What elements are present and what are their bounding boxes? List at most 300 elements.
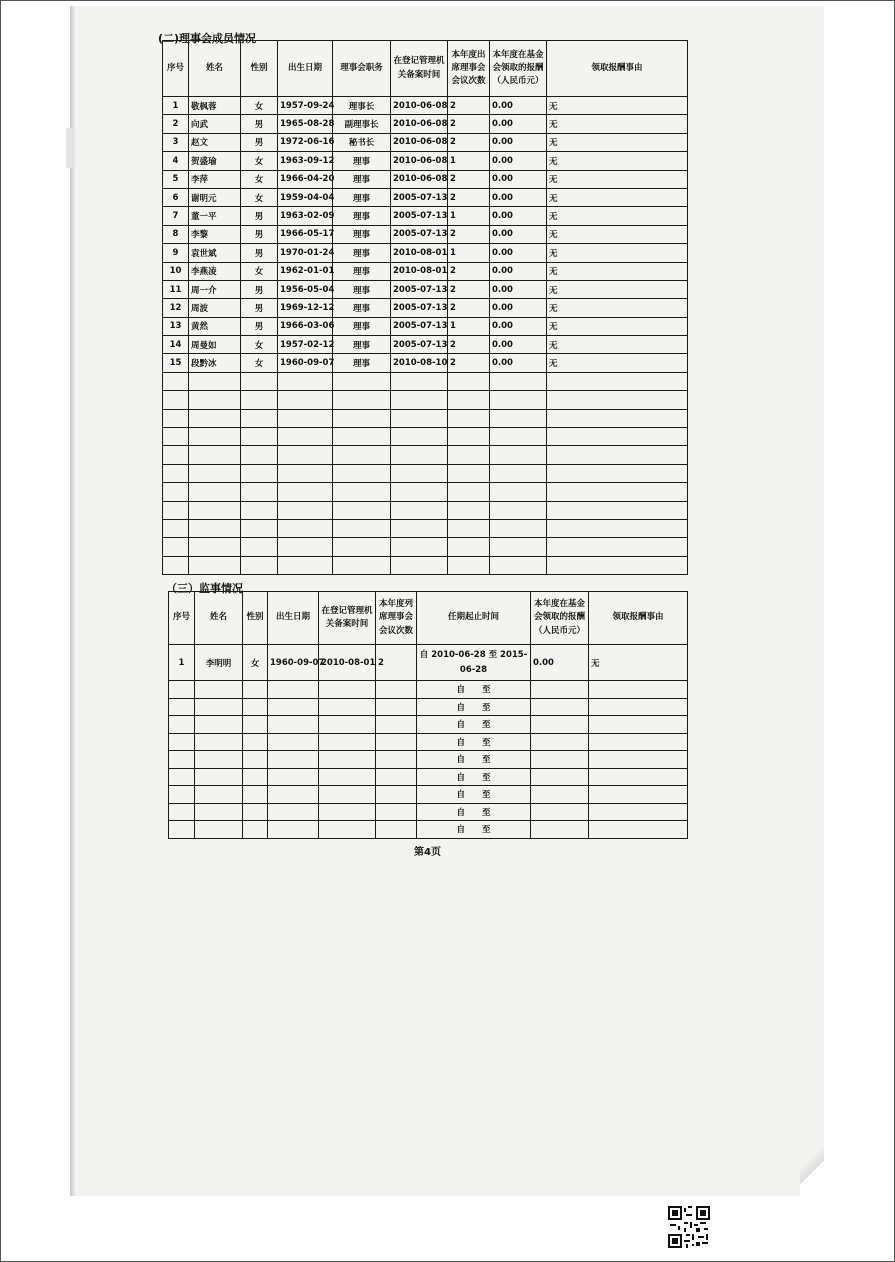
empty-cell [547, 391, 688, 409]
empty-cell [195, 698, 243, 716]
table-cell: 2010-06-08 [391, 170, 448, 188]
table-cell: 1960-09-07 [268, 645, 319, 681]
table-cell: 理事长 [333, 97, 391, 115]
empty-cell [243, 733, 268, 751]
table-cell: 0.00 [490, 317, 547, 335]
header-cell: 理事会职务 [333, 41, 391, 97]
empty-cell [531, 751, 589, 769]
empty-cell [241, 538, 278, 556]
table-cell: 2 [448, 225, 490, 243]
table-cell: 9 [163, 244, 189, 262]
board-table-body [163, 97, 688, 575]
empty-cell [376, 751, 417, 769]
empty-cell [169, 786, 195, 804]
table-cell: 无 [547, 152, 688, 170]
table-cell: 无 [547, 299, 688, 317]
supervisor-section-title: （三）监事情况 [166, 582, 243, 595]
table-cell: 2005-07-13 [391, 336, 448, 354]
table-cell: 2 [448, 262, 490, 280]
table-cell: 2 [448, 280, 490, 298]
empty-cell [169, 698, 195, 716]
empty-cell [391, 483, 448, 501]
table-cell: 1962-01-01 [278, 262, 333, 280]
empty-cell [448, 372, 490, 390]
header-cell: 出生日期 [278, 41, 333, 97]
header-cell: 姓名 [189, 41, 241, 97]
table-cell: 0.00 [490, 225, 547, 243]
empty-row [169, 786, 688, 804]
empty-cell [268, 698, 319, 716]
table-cell: 女 [243, 645, 268, 681]
empty-cell [589, 698, 688, 716]
table-cell: 0.00 [490, 299, 547, 317]
table-cell: 董一平 [189, 207, 241, 225]
table-cell: 女 [241, 152, 278, 170]
table-cell: 段黔冰 [189, 354, 241, 372]
table-row [163, 115, 688, 133]
table-cell: 1966-03-06 [278, 317, 333, 335]
table-cell: 理事 [333, 354, 391, 372]
term-placeholder: 自 至 [417, 751, 531, 769]
empty-cell [163, 519, 189, 537]
empty-cell [195, 716, 243, 734]
empty-cell [241, 464, 278, 482]
empty-cell [391, 446, 448, 464]
table-cell: 2010-06-08 [391, 133, 448, 151]
table-cell: 贺盛瑜 [189, 152, 241, 170]
empty-cell [189, 519, 241, 537]
table-cell: 3 [163, 133, 189, 151]
term-line: 自 2010-06-28 至 2015- [419, 650, 528, 661]
empty-cell [547, 519, 688, 537]
empty-cell [163, 428, 189, 446]
empty-cell [547, 428, 688, 446]
empty-cell [391, 409, 448, 427]
empty-cell [278, 519, 333, 537]
empty-cell [391, 556, 448, 574]
table-cell: 无 [547, 244, 688, 262]
empty-cell [195, 681, 243, 699]
empty-cell [195, 733, 243, 751]
table-cell: 2 [448, 299, 490, 317]
empty-cell [195, 803, 243, 821]
table-cell: 理事 [333, 207, 391, 225]
table-cell: 1 [448, 244, 490, 262]
table-cell: 无 [547, 262, 688, 280]
table-cell: 女 [241, 262, 278, 280]
table-row [163, 280, 688, 298]
empty-row [163, 391, 688, 409]
table-cell: 11 [163, 280, 189, 298]
empty-cell [243, 716, 268, 734]
empty-cell [333, 446, 391, 464]
empty-cell [278, 446, 333, 464]
empty-cell [278, 409, 333, 427]
table-cell: 无 [547, 317, 688, 335]
board-members-table [162, 40, 688, 575]
empty-cell [376, 786, 417, 804]
table-cell: 周曼如 [189, 336, 241, 354]
empty-cell [333, 483, 391, 501]
table-cell: 男 [241, 299, 278, 317]
table-cell: 理事 [333, 225, 391, 243]
table-cell: 2005-07-13 [391, 317, 448, 335]
empty-cell [333, 556, 391, 574]
empty-cell [278, 391, 333, 409]
empty-cell [490, 446, 547, 464]
empty-cell [333, 464, 391, 482]
empty-cell [319, 733, 376, 751]
table-cell: 4 [163, 152, 189, 170]
table-cell: 副理事长 [333, 115, 391, 133]
table-row [163, 244, 688, 262]
table-cell: 理事 [333, 262, 391, 280]
empty-row [169, 681, 688, 699]
table-cell: 0.00 [490, 152, 547, 170]
empty-cell [163, 538, 189, 556]
table-cell: 女 [241, 97, 278, 115]
empty-cell [189, 372, 241, 390]
empty-cell [189, 501, 241, 519]
table-cell: 1963-02-09 [278, 207, 333, 225]
table-cell: 李燕凌 [189, 262, 241, 280]
empty-cell [376, 681, 417, 699]
table-cell: 1 [448, 152, 490, 170]
empty-cell [169, 751, 195, 769]
empty-cell [391, 464, 448, 482]
empty-cell [319, 786, 376, 804]
empty-row [169, 751, 688, 769]
table-cell: 0.00 [490, 97, 547, 115]
empty-cell [391, 519, 448, 537]
table-cell: 李明明 [195, 645, 243, 681]
empty-cell [547, 372, 688, 390]
table-cell: 谢明元 [189, 188, 241, 206]
table-cell: 7 [163, 207, 189, 225]
empty-row [163, 372, 688, 390]
table-cell: 向武 [189, 115, 241, 133]
empty-cell [319, 681, 376, 699]
empty-cell [531, 768, 589, 786]
empty-row [169, 716, 688, 734]
empty-row [163, 409, 688, 427]
table-cell: 1 [163, 97, 189, 115]
table-cell: 2 [448, 97, 490, 115]
empty-cell [448, 519, 490, 537]
table-cell: 无 [547, 207, 688, 225]
header-cell: 任期起止时间 [417, 592, 531, 645]
table-cell: 2010-08-01 [391, 262, 448, 280]
table-cell: 1966-04-20 [278, 170, 333, 188]
empty-cell [448, 391, 490, 409]
table-cell: 男 [241, 207, 278, 225]
term-placeholder: 自 至 [417, 803, 531, 821]
empty-cell [376, 821, 417, 839]
empty-cell [589, 768, 688, 786]
empty-cell [189, 428, 241, 446]
empty-cell [241, 556, 278, 574]
empty-cell [243, 751, 268, 769]
empty-cell [189, 556, 241, 574]
table-row [163, 152, 688, 170]
empty-cell [189, 391, 241, 409]
table-cell: 0.00 [490, 280, 547, 298]
empty-cell [243, 768, 268, 786]
table-row [163, 170, 688, 188]
table-cell: 袁世斌 [189, 244, 241, 262]
empty-cell [268, 803, 319, 821]
empty-cell [448, 556, 490, 574]
table-cell: 无 [547, 280, 688, 298]
table-cell: 0.00 [531, 645, 589, 681]
empty-cell [448, 428, 490, 446]
empty-cell [169, 768, 195, 786]
table-row [169, 645, 688, 681]
empty-cell [243, 821, 268, 839]
empty-cell [531, 698, 589, 716]
empty-cell [278, 428, 333, 446]
empty-cell [391, 372, 448, 390]
table-cell: 2010-08-01 [391, 244, 448, 262]
table-cell: 6 [163, 188, 189, 206]
empty-cell [189, 538, 241, 556]
header-cell: 姓名 [195, 592, 243, 645]
term-placeholder: 自 至 [417, 786, 531, 804]
empty-row [163, 538, 688, 556]
empty-cell [589, 681, 688, 699]
scan-edge-mark [66, 128, 74, 168]
empty-cell [278, 538, 333, 556]
empty-cell [163, 372, 189, 390]
header-cell: 序号 [163, 41, 189, 97]
empty-cell [547, 446, 688, 464]
empty-cell [163, 446, 189, 464]
term-placeholder: 自 至 [417, 716, 531, 734]
board-section-title: (二)理事会成员情况 [158, 32, 257, 45]
table-cell: 无 [547, 170, 688, 188]
term-placeholder: 自 至 [417, 733, 531, 751]
scan-corner [800, 1130, 824, 1196]
table-cell: 0.00 [490, 115, 547, 133]
empty-cell [376, 716, 417, 734]
table-cell: 1 [169, 645, 195, 681]
empty-cell [163, 464, 189, 482]
empty-cell [189, 464, 241, 482]
empty-cell [241, 391, 278, 409]
empty-cell [531, 681, 589, 699]
empty-cell [319, 751, 376, 769]
empty-cell [490, 538, 547, 556]
empty-row [169, 768, 688, 786]
table-cell: 1 [448, 207, 490, 225]
table-cell: 男 [241, 115, 278, 133]
empty-cell [490, 483, 547, 501]
empty-cell [490, 372, 547, 390]
table-cell: 男 [241, 244, 278, 262]
table-cell: 黄然 [189, 317, 241, 335]
table-cell: 14 [163, 336, 189, 354]
table-cell: 12 [163, 299, 189, 317]
empty-cell [163, 391, 189, 409]
table-cell: 2 [448, 354, 490, 372]
scan-shadow [70, 6, 76, 1196]
empty-cell [169, 821, 195, 839]
table-cell: 理事 [333, 170, 391, 188]
empty-cell [189, 483, 241, 501]
empty-cell [163, 409, 189, 427]
header-cell: 本年度出席理事会会议次数 [448, 41, 490, 97]
empty-cell [589, 751, 688, 769]
board-header-row [163, 41, 688, 97]
table-cell: 0.00 [490, 207, 547, 225]
empty-cell [531, 716, 589, 734]
empty-cell [376, 803, 417, 821]
empty-row [163, 483, 688, 501]
empty-cell [376, 768, 417, 786]
table-row [163, 317, 688, 335]
table-cell: 2005-07-13 [391, 299, 448, 317]
empty-cell [490, 428, 547, 446]
empty-cell [391, 391, 448, 409]
empty-cell [189, 409, 241, 427]
table-cell: 秘书长 [333, 133, 391, 151]
empty-cell [376, 698, 417, 716]
table-cell: 1959-04-04 [278, 188, 333, 206]
table-cell: 10 [163, 262, 189, 280]
table-cell: 1957-09-24 [278, 97, 333, 115]
empty-row [163, 556, 688, 574]
empty-cell [448, 409, 490, 427]
empty-cell [531, 821, 589, 839]
empty-cell [195, 786, 243, 804]
table-cell: 2 [448, 336, 490, 354]
table-cell: 1969-12-12 [278, 299, 333, 317]
table-cell: 0.00 [490, 354, 547, 372]
empty-cell [169, 716, 195, 734]
empty-cell [589, 716, 688, 734]
table-cell: 0.00 [490, 133, 547, 151]
empty-cell [490, 409, 547, 427]
empty-cell [195, 821, 243, 839]
empty-cell [531, 803, 589, 821]
header-cell: 领取报酬事由 [547, 41, 688, 97]
table-cell: 2010-06-08 [391, 152, 448, 170]
empty-cell [169, 803, 195, 821]
table-cell: 无 [547, 188, 688, 206]
empty-cell [333, 538, 391, 556]
qr-code-icon [668, 1206, 710, 1248]
page-number: 第4页 [414, 847, 441, 858]
header-cell: 在登记管理机关备案时间 [319, 592, 376, 645]
empty-cell [391, 501, 448, 519]
empty-cell [333, 409, 391, 427]
empty-cell [319, 698, 376, 716]
table-cell: 2005-07-13 [391, 225, 448, 243]
empty-cell [278, 372, 333, 390]
empty-cell [547, 538, 688, 556]
empty-cell [243, 803, 268, 821]
table-cell: 2 [448, 170, 490, 188]
table-cell: 理事 [333, 152, 391, 170]
empty-cell [189, 446, 241, 464]
empty-row [169, 803, 688, 821]
table-cell: 男 [241, 280, 278, 298]
table-cell: 赵文 [189, 133, 241, 151]
empty-cell [278, 464, 333, 482]
empty-cell [195, 768, 243, 786]
supervisor-table [168, 591, 688, 839]
empty-cell [163, 483, 189, 501]
empty-cell [547, 556, 688, 574]
empty-cell [319, 821, 376, 839]
empty-cell [268, 821, 319, 839]
header-cell: 本年度在基金会领取的报酬（人民币元） [531, 592, 589, 645]
table-cell: 女 [241, 354, 278, 372]
table-cell: 女 [241, 170, 278, 188]
empty-cell [589, 821, 688, 839]
empty-cell [531, 786, 589, 804]
table-cell: 周波 [189, 299, 241, 317]
empty-row [163, 428, 688, 446]
table-cell: 无 [547, 97, 688, 115]
term-placeholder: 自 至 [417, 681, 531, 699]
table-cell: 2 [448, 188, 490, 206]
empty-cell [268, 733, 319, 751]
table-cell: 2005-07-13 [391, 188, 448, 206]
table-row [163, 262, 688, 280]
empty-row [163, 519, 688, 537]
table-cell: 2005-07-13 [391, 280, 448, 298]
empty-cell [241, 372, 278, 390]
empty-cell [278, 556, 333, 574]
header-cell: 领取报酬事由 [589, 592, 688, 645]
empty-row [169, 821, 688, 839]
empty-cell [268, 751, 319, 769]
table-cell: 敬枫蓉 [189, 97, 241, 115]
table-cell: 无 [547, 354, 688, 372]
term-line: 06-28 [459, 664, 488, 675]
empty-cell [547, 501, 688, 519]
header-cell: 性别 [243, 592, 268, 645]
empty-cell [195, 751, 243, 769]
empty-cell [169, 681, 195, 699]
table-cell: 2005-07-13 [391, 207, 448, 225]
table-cell: 1 [448, 317, 490, 335]
table-cell: 女 [241, 336, 278, 354]
supervisor-table-body [169, 645, 688, 839]
empty-row [169, 698, 688, 716]
header-cell: 出生日期 [268, 592, 319, 645]
table-cell: 1957-02-12 [278, 336, 333, 354]
table-cell: 李黎 [189, 225, 241, 243]
table-cell: 0.00 [490, 336, 547, 354]
empty-cell [448, 501, 490, 519]
table-cell: 8 [163, 225, 189, 243]
table-cell: 理事 [333, 280, 391, 298]
table-cell: 1970-01-24 [278, 244, 333, 262]
empty-cell [163, 501, 189, 519]
empty-cell [268, 786, 319, 804]
empty-cell [169, 733, 195, 751]
table-cell: 1956-05-04 [278, 280, 333, 298]
table-cell: 0.00 [490, 262, 547, 280]
empty-cell [490, 501, 547, 519]
empty-cell [278, 483, 333, 501]
empty-cell [531, 733, 589, 751]
empty-cell [547, 483, 688, 501]
empty-cell [547, 464, 688, 482]
empty-cell [589, 733, 688, 751]
